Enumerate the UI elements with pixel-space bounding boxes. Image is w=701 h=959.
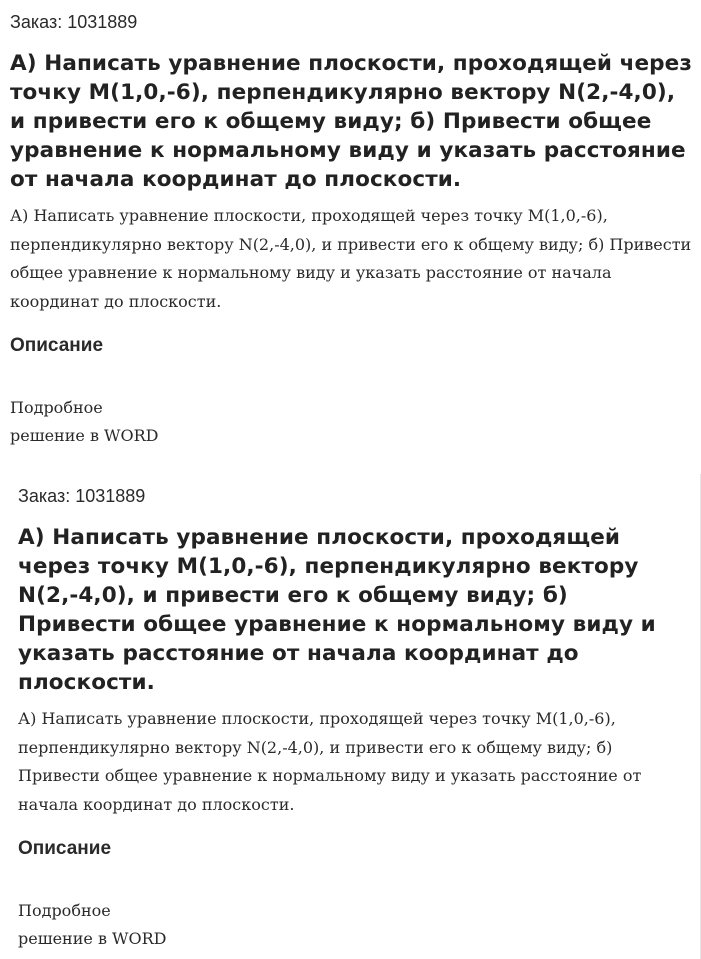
solution-note-line: Подробное [18,901,111,920]
task-title: А) Написать уравнение плоскости, проходящей через точку M(1,0,-6), перпендикулярно вектору N(2,-4,0), и привести его к общему виду; б) Привести общее уравнение к нормальному виду и указать расстояние от начала координат до плоскости. [10,51,692,192]
order-block [0,0,701,450]
description-heading: Описание [10,335,104,356]
task-title: А) Написать уравнение плоскости, проходящей через точку M(1,0,-6), перпендикулярно вектору N(2,-4,0), и привести его к общему виду; б) Привести общее уравнение к нормальному виду и указать расстояние от начала координат до плоскости. [18,525,656,695]
task-description: А) Написать уравнение плоскости, проходящей через точку M(1,0,-6), перпендикулярно вектору N(2,-4,0), и привести его к общему виду; б) Привести общее уравнение к нормальному виду и указать расстояние от начала координат до плоскости. [18,709,642,814]
solution-note-line: Подробное [10,398,103,417]
order-number: Заказ: 1031889 [10,12,138,32]
task-description: А) Написать уравнение плоскости, проходящей через точку M(1,0,-6), перпендикулярно вектору N(2,-4,0), и привести его к общему виду; б) Привести общее уравнение к нормальному виду и указать расстояние от начала координат до плоскости. [10,206,692,311]
order-block-duplicate [9,474,701,959]
description-heading: Описание [18,838,112,859]
solution-note-line: решение в WORD [10,426,159,445]
solution-note-line: решение в WORD [18,929,167,948]
solution-note [10,394,210,450]
solution-note [18,897,218,953]
order-number: Заказ: 1031889 [18,486,146,506]
